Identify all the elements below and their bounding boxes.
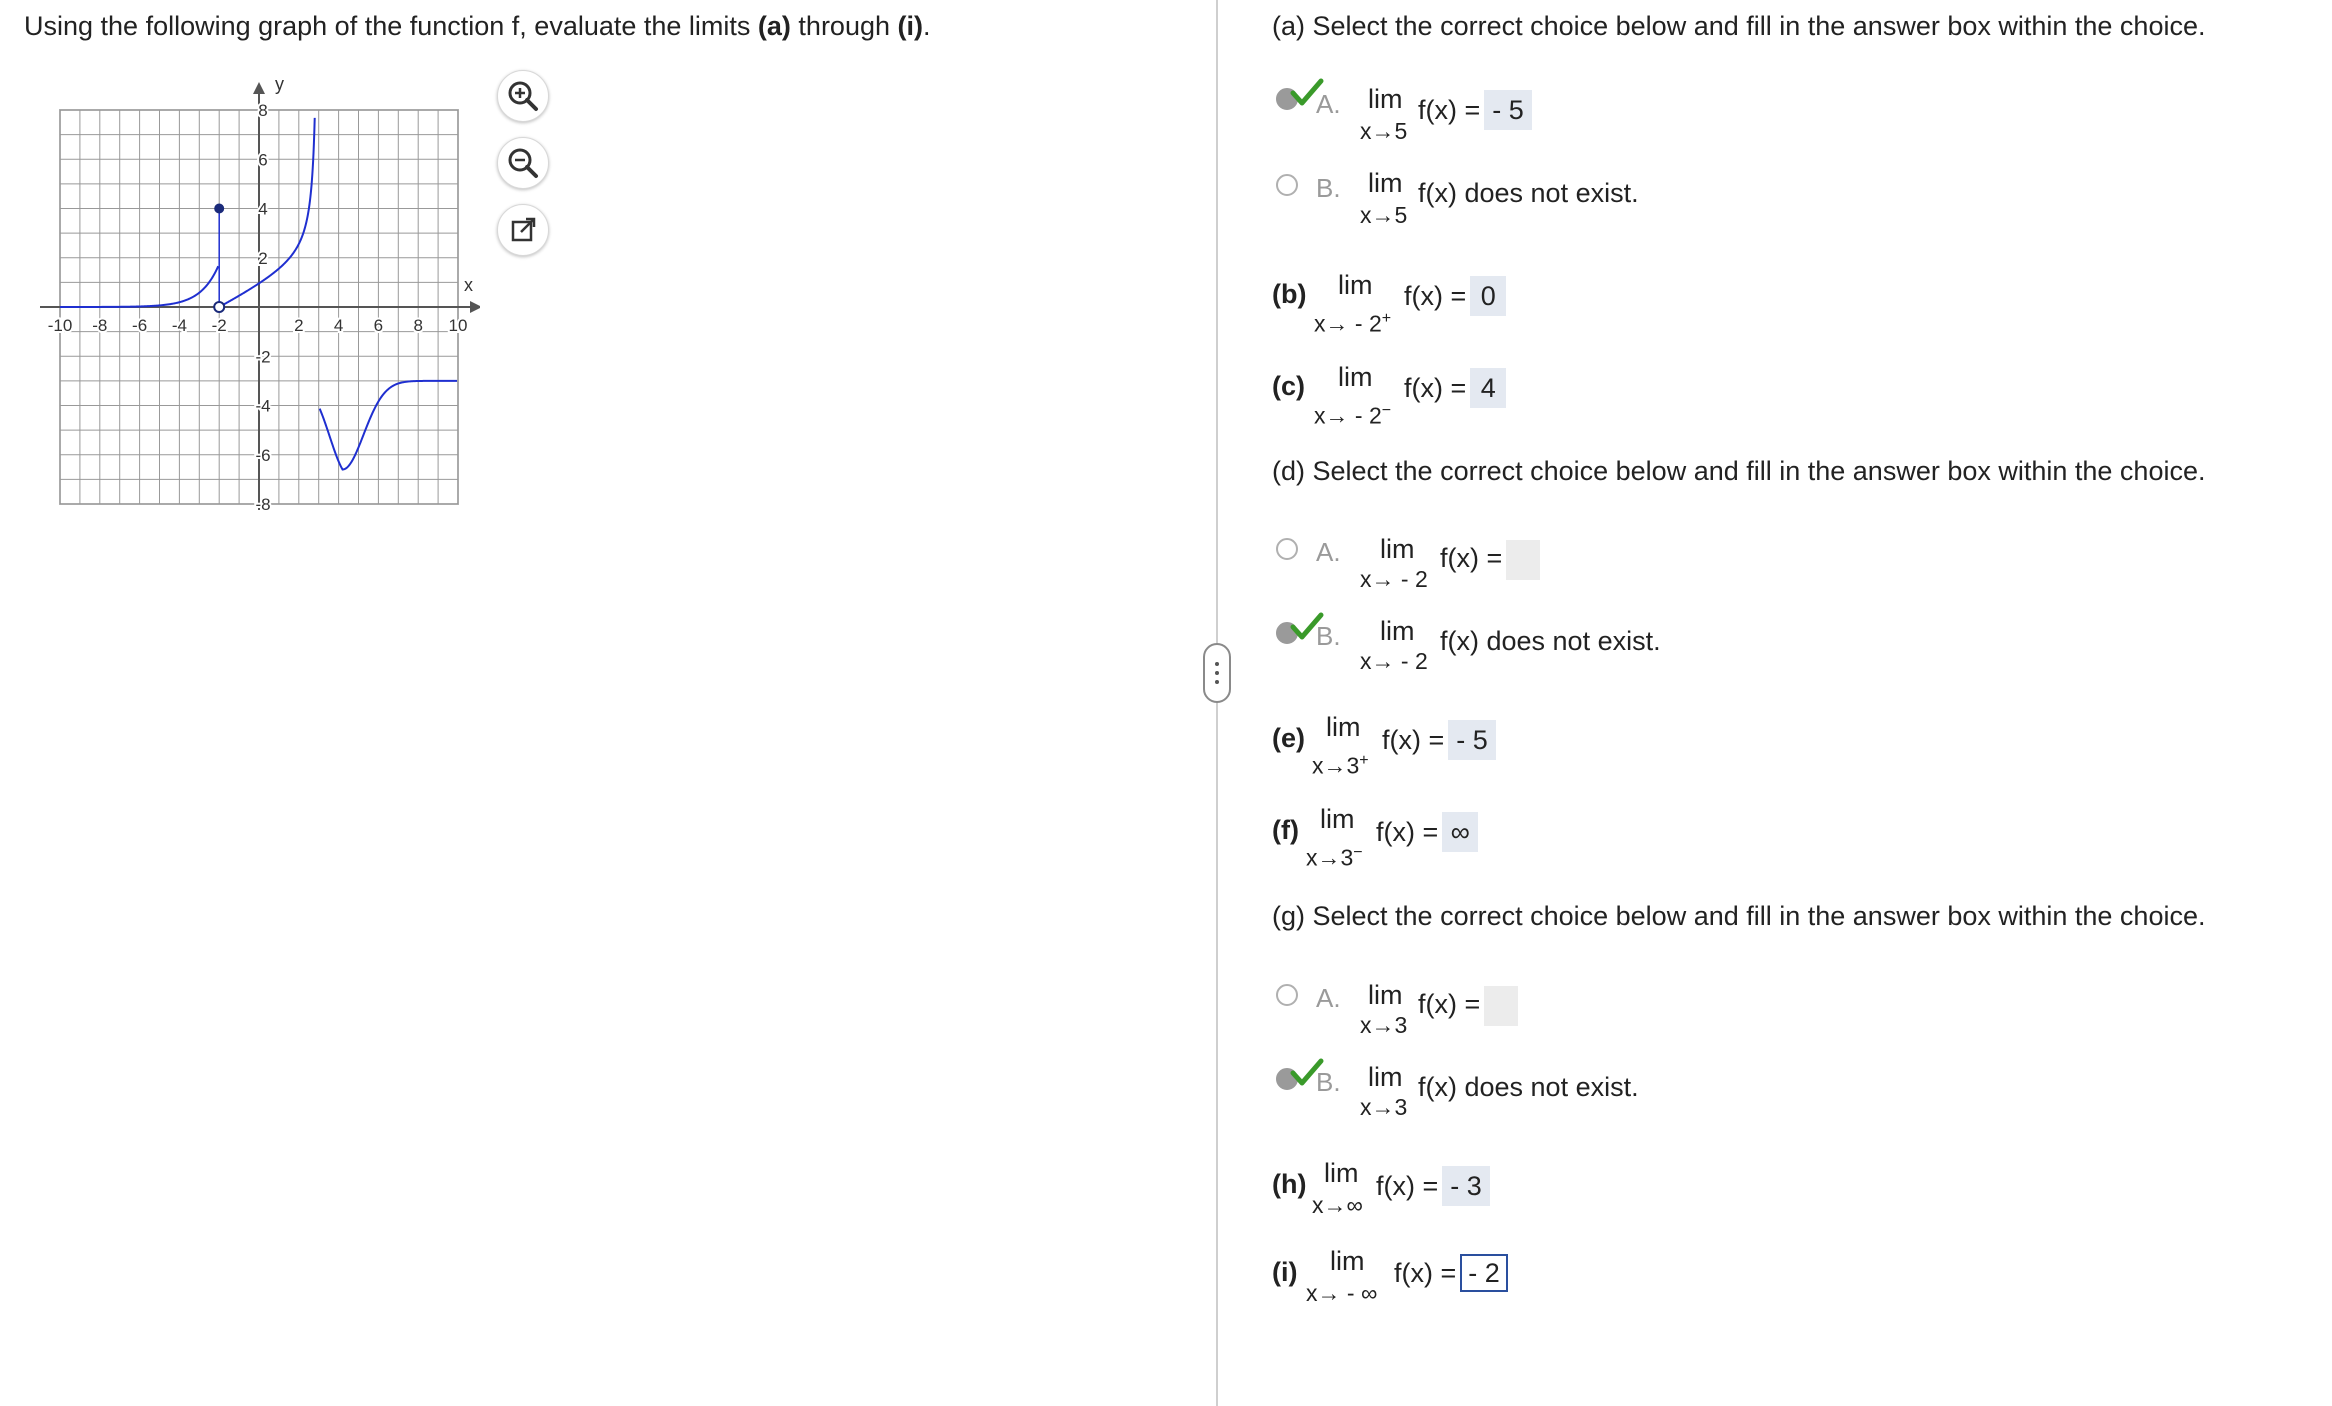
y-tick-label: -6: [255, 445, 271, 465]
fx-expression: f(x) = - 3: [1376, 1166, 1490, 1206]
y-tick-label: 2: [258, 248, 268, 268]
question-i: [1272, 1244, 1672, 1314]
dne-text: f(x) does not exist.: [1440, 626, 1661, 656]
lim-subscript: x→ - 2: [1360, 648, 1428, 674]
question-d-choices: [1272, 530, 1872, 690]
fx-expression: f(x) = ∞: [1376, 812, 1478, 852]
lim-label: lim: [1368, 1062, 1403, 1092]
lim-label: lim: [1330, 1246, 1365, 1276]
lim-label: lim: [1320, 804, 1355, 834]
pane-resize-handle[interactable]: [1203, 643, 1231, 703]
lim-label: lim: [1380, 616, 1415, 646]
question-f-label: (f): [1272, 815, 1299, 845]
question-h-label: (h): [1272, 1169, 1307, 1199]
lim-subscript: x→∞: [1312, 1192, 1363, 1218]
fx-expression: f(x) = - 2: [1394, 1254, 1508, 1292]
lim-subscript: x→5: [1360, 118, 1408, 144]
lim-label: lim: [1380, 534, 1415, 564]
choice-a-a-letter: A.: [1316, 89, 1341, 119]
x-tick-label: 8: [413, 316, 423, 335]
dne-text: f(x) does not exist.: [1418, 178, 1639, 208]
choice-d-b-letter: B.: [1316, 621, 1341, 651]
x-tick-label: 4: [333, 316, 344, 335]
choice-g-a-letter: A.: [1316, 983, 1341, 1013]
answer-box-h[interactable]: - 3: [1442, 1166, 1490, 1206]
x-axis-label: x: [464, 275, 473, 295]
y-axis-label: y: [275, 74, 284, 94]
lim-label: lim: [1338, 270, 1373, 300]
choice-d-a-letter: A.: [1316, 537, 1341, 567]
lim-label: lim: [1324, 1158, 1359, 1188]
lim-subscript: x→5: [1360, 202, 1408, 228]
question-c-label: (c): [1272, 371, 1305, 401]
answer-box-d[interactable]: [1506, 540, 1540, 580]
answer-box-a[interactable]: - 5: [1484, 90, 1532, 130]
y-tick-label: -2: [255, 347, 271, 367]
x-tick-label: -6: [132, 316, 148, 335]
x-tick-label: 10: [448, 316, 468, 335]
fx-expression: f(x) = - 5: [1418, 90, 1532, 130]
lim-label: lim: [1368, 168, 1403, 198]
lim-subscript: x→3−: [1306, 844, 1363, 871]
zoom-in-icon: [506, 79, 540, 113]
choice-g-a-radio[interactable]: [1276, 984, 1298, 1006]
x-tick-label: 2: [294, 316, 304, 335]
answer-box-c[interactable]: 4: [1470, 368, 1506, 408]
lim-subscript: x→ - ∞: [1306, 1280, 1378, 1306]
x-tick-label: -4: [171, 316, 187, 335]
lim-label: lim: [1368, 84, 1403, 114]
y-tick-label: -4: [255, 396, 271, 416]
question-f: [1272, 802, 1672, 872]
zoom-out-icon: [506, 146, 540, 180]
dne-text: f(x) does not exist.: [1418, 1072, 1639, 1102]
problem-statement: Using the following graph of the function f, evaluate the limits (a) through (i).: [24, 11, 931, 41]
open-point: [214, 302, 224, 312]
y-tick-label: 6: [258, 150, 268, 170]
lim-subscript: x→ - 2: [1360, 566, 1428, 592]
fx-expression: f(x) =: [1418, 986, 1518, 1026]
answer-box-g[interactable]: [1484, 986, 1518, 1026]
fx-expression: f(x) = - 5: [1382, 720, 1496, 760]
question-b-label: (b): [1272, 279, 1307, 309]
x-tick-label: -8: [92, 316, 108, 335]
lim-subscript: x→ - 2−: [1314, 402, 1392, 429]
choice-a-b-letter: B.: [1316, 173, 1341, 203]
question-g-choices: [1272, 976, 1872, 1136]
question-g-prompt: (g) Select the correct choice below and fill in the answer box within the choice.: [1272, 901, 2206, 931]
external-link-icon: [506, 213, 540, 247]
choice-a-b-radio[interactable]: [1276, 174, 1298, 196]
question-e: [1272, 710, 1672, 780]
answer-box-f[interactable]: ∞: [1442, 812, 1478, 852]
y-tick-label: 8: [258, 101, 268, 120]
fx-expression: f(x) =: [1440, 540, 1540, 580]
popout-button[interactable]: [497, 204, 549, 256]
answer-box-i[interactable]: - 2: [1460, 1254, 1508, 1292]
function-graph: [40, 70, 480, 510]
lim-label: lim: [1326, 712, 1361, 742]
lim-subscript: x→ - 2+: [1314, 310, 1392, 337]
question-a-prompt: (a) Select the correct choice below and fill in the answer box within the choice.: [1272, 11, 2206, 41]
lim-subscript: x→3: [1360, 1012, 1408, 1038]
question-e-label: (e): [1272, 723, 1305, 753]
fx-expression: f(x) = 0: [1404, 276, 1506, 316]
question-d-prompt: (d) Select the correct choice below and fill in the answer box within the choice.: [1272, 456, 2206, 486]
y-tick-label: -8: [255, 495, 271, 510]
lim-subscript: x→3+: [1312, 752, 1369, 779]
choice-d-a-radio[interactable]: [1276, 538, 1298, 560]
x-axis-arrow: [470, 301, 480, 313]
fx-expression: f(x) = 4: [1404, 368, 1506, 408]
question-i-label: (i): [1272, 1257, 1298, 1287]
question-a-choices: [1272, 80, 1872, 240]
lim-label: lim: [1368, 980, 1403, 1010]
lim-label: lim: [1338, 362, 1373, 392]
x-tick-label: 6: [373, 316, 384, 335]
y-axis-arrow: [253, 82, 265, 94]
question-b: [1272, 268, 1672, 338]
answer-box-b[interactable]: 0: [1470, 276, 1506, 316]
choice-g-b-letter: B.: [1316, 1067, 1341, 1097]
zoom-in-button[interactable]: [497, 70, 549, 122]
lim-subscript: x→3: [1360, 1094, 1408, 1120]
closed-point: [214, 204, 224, 214]
answer-box-e[interactable]: - 5: [1448, 720, 1496, 760]
question-c: [1272, 360, 1672, 430]
question-h: [1272, 1156, 1672, 1226]
x-tick-label: -2: [211, 316, 227, 335]
y-tick-label: 4: [258, 199, 268, 219]
x-tick-label: -10: [47, 316, 73, 335]
zoom-out-button[interactable]: [497, 137, 549, 189]
pane-divider: [1216, 0, 1218, 1406]
